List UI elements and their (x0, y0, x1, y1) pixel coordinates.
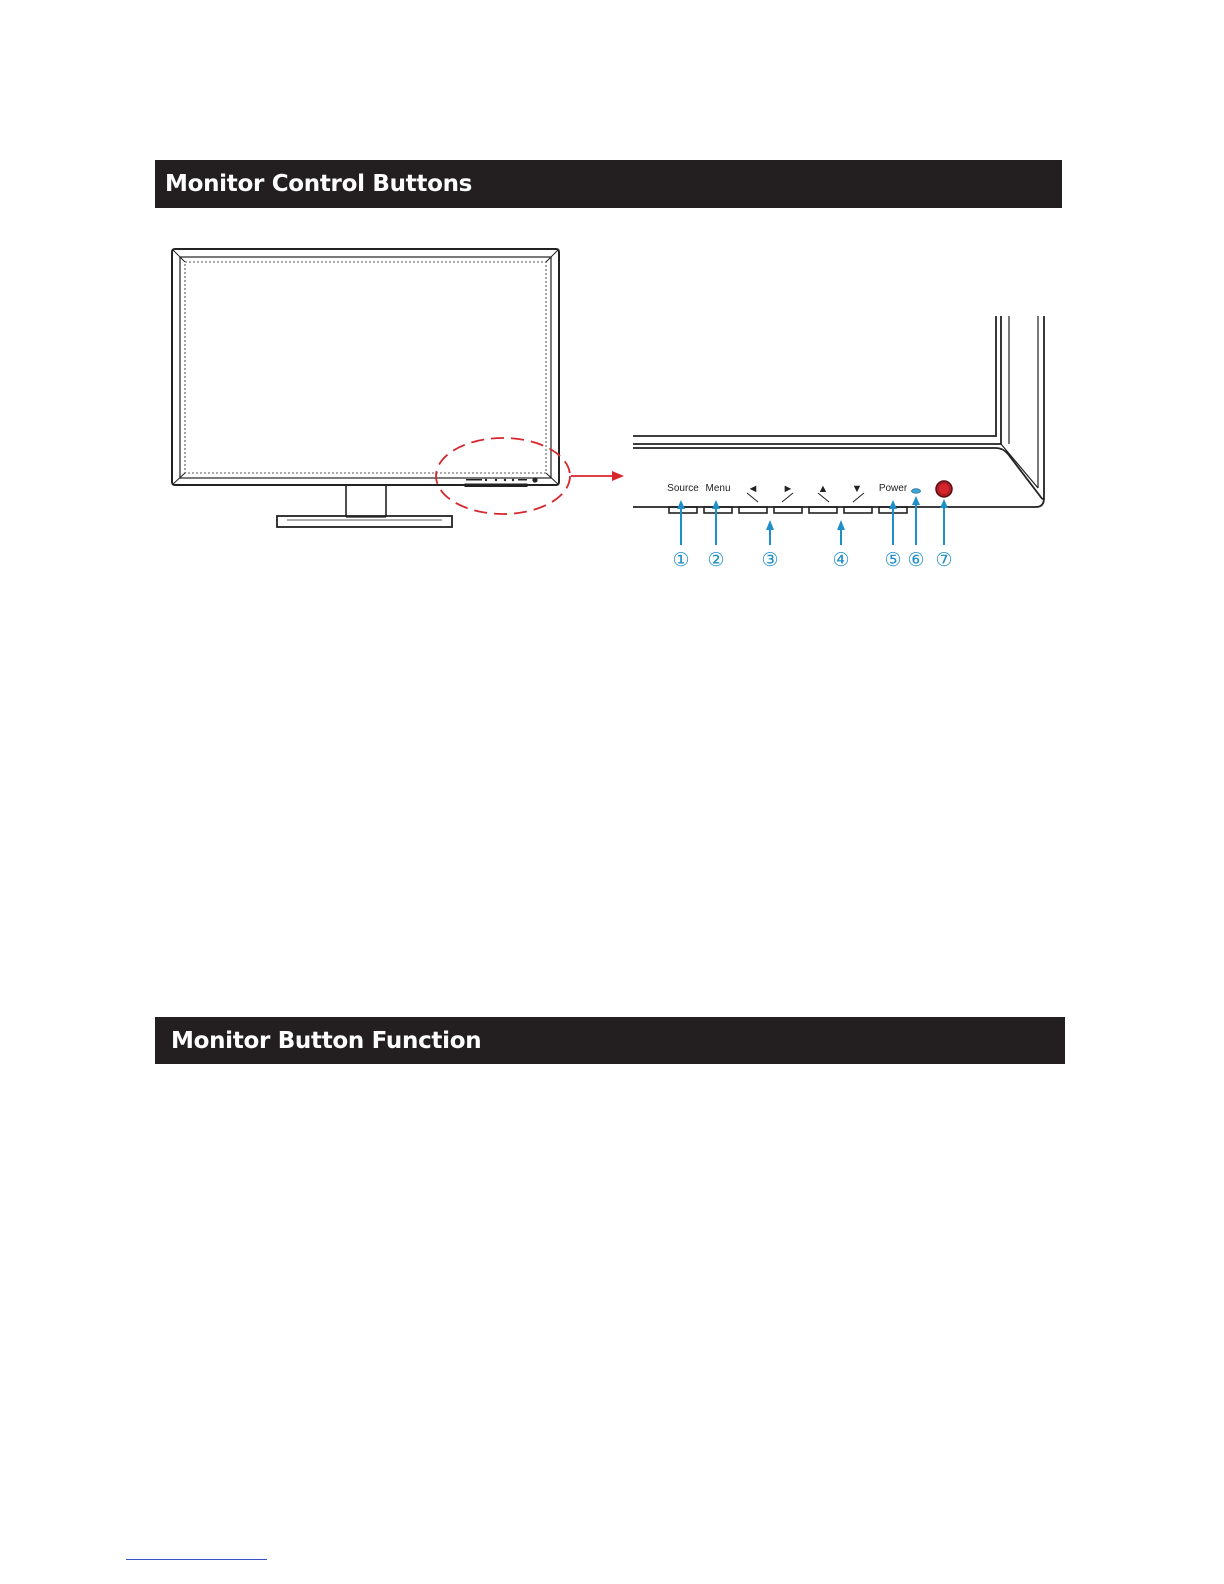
callout-6: ⑥ (907, 549, 925, 571)
callout-1: ① (672, 549, 690, 571)
mini-power-icon (532, 477, 537, 482)
label-menu: Menu (705, 483, 731, 494)
callout-2: ② (707, 549, 725, 571)
label-source: Source (667, 483, 699, 494)
section-header-button-function (155, 1017, 1065, 1064)
zoom-arrow-icon (571, 471, 624, 481)
callout-4: ④ (832, 549, 850, 571)
power-led-icon (912, 489, 921, 493)
label-right-arrow: ► (782, 483, 794, 495)
footer-rule (126, 1559, 267, 1560)
section-title: Monitor Control Buttons (165, 171, 473, 197)
monitor-overview (172, 249, 559, 527)
callout-3: ③ (761, 549, 779, 571)
callout-5: ⑤ (884, 549, 902, 571)
label-left-arrow: ◄ (747, 483, 759, 495)
label-down-arrow: ▼ (851, 483, 863, 495)
label-power: Power (878, 483, 908, 494)
section-title: Monitor Button Function (171, 1027, 482, 1054)
label-up-arrow: ▲ (817, 483, 829, 495)
callout-7: ⑦ (935, 549, 953, 571)
callout-arrows (677, 496, 948, 545)
